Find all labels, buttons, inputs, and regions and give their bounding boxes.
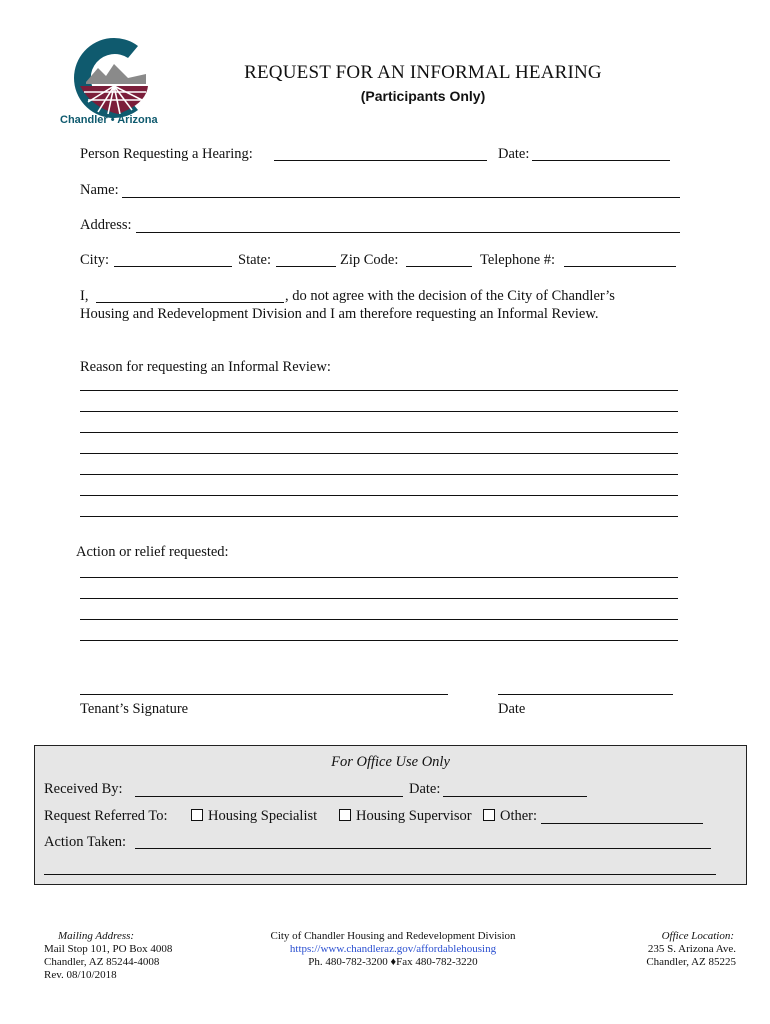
person-field[interactable] [274, 160, 487, 161]
date-label: Date: [498, 146, 530, 162]
signature-field[interactable] [80, 694, 448, 695]
option-housing-supervisor[interactable] [339, 807, 472, 825]
action-line[interactable] [80, 598, 678, 599]
option-label: Housing Specialist [208, 808, 318, 824]
zip-label: Zip Code: [340, 252, 399, 268]
revision-date: Rev. 08/10/2018 [44, 969, 117, 981]
office-location [646, 930, 736, 969]
action-label: Action or relief requested: [76, 544, 229, 560]
form-title: REQUEST FOR AN INFORMAL HEARING [244, 62, 602, 83]
office-date-field[interactable] [443, 796, 587, 797]
logo-text: Chandler • Arizona [60, 114, 158, 126]
name-label: Name: [80, 182, 119, 198]
state-field[interactable] [276, 266, 336, 267]
referred-to-label: Request Referred To: [44, 808, 168, 824]
office-location-line1: 235 S. Arizona Ave. [647, 943, 736, 955]
reason-line[interactable] [80, 516, 678, 517]
mailing-line2: Chandler, AZ 85244-4008 [44, 956, 160, 968]
option-label: Housing Supervisor [356, 808, 472, 824]
option-label: Other: [500, 808, 538, 824]
reason-line[interactable] [80, 495, 678, 496]
statement-line2: Housing and Redevelopment Division and I am therefore requesting an Informal Review. [80, 306, 599, 322]
person-label: Person Requesting a Hearing: [80, 146, 253, 162]
statement-name-field[interactable] [96, 302, 284, 303]
name-field[interactable] [122, 197, 680, 198]
address-field[interactable] [136, 232, 680, 233]
reason-line[interactable] [80, 453, 678, 454]
telephone-label: Telephone #: [480, 252, 556, 268]
office-location-heading: Office Location: [661, 930, 734, 942]
action-line[interactable] [80, 619, 678, 620]
office-use-box [34, 745, 747, 885]
action-taken-field[interactable] [135, 848, 711, 849]
reason-line[interactable] [80, 432, 678, 433]
division-name: City of Chandler Housing and Redevelopment Division [270, 930, 516, 942]
checkbox[interactable] [483, 809, 495, 821]
reason-line[interactable] [80, 474, 678, 475]
action-taken-label: Action Taken: [44, 834, 127, 850]
address-label: Address: [80, 217, 132, 233]
reason-line[interactable] [80, 390, 678, 391]
action-line[interactable] [80, 640, 678, 641]
option-housing-specialist[interactable] [191, 807, 317, 825]
signature-date-field[interactable] [498, 694, 673, 695]
checkbox[interactable] [339, 809, 351, 821]
statement-text: , do not agree with the decision of the City of Chandler’s [285, 288, 615, 304]
state-label: State: [238, 252, 272, 268]
form-subtitle: (Participants Only) [360, 88, 486, 104]
mailing-heading: Mailing Address: [58, 930, 135, 942]
office-location-line2: Chandler, AZ 85225 [646, 956, 736, 968]
reason-line[interactable] [80, 411, 678, 412]
checkbox[interactable] [191, 809, 203, 821]
signature-date-label: Date [498, 701, 526, 717]
statement-i: I, [80, 288, 89, 304]
office-date-label: Date: [409, 781, 441, 797]
division-phone: Ph. 480-782-3200 ♦Fax 480-782-3220 [308, 956, 478, 968]
zip-field[interactable] [406, 266, 472, 267]
date-field[interactable] [532, 160, 670, 161]
city-field[interactable] [114, 266, 232, 267]
action-taken-line[interactable] [44, 874, 716, 875]
mailing-line1: Mail Stop 101, PO Box 4008 [44, 943, 173, 955]
city-label: City: [80, 252, 110, 268]
division-url-link[interactable]: https://www.chandleraz.gov/affordablehousing [289, 943, 497, 955]
received-by-field[interactable] [135, 796, 403, 797]
office-heading: For Office Use Only [331, 754, 450, 770]
signature-label: Tenant’s Signature [80, 701, 189, 717]
reason-label: Reason for requesting an Informal Review: [80, 359, 331, 375]
other-field[interactable] [541, 823, 703, 824]
received-by-label: Received By: [44, 781, 123, 797]
action-line[interactable] [80, 577, 678, 578]
telephone-field[interactable] [564, 266, 676, 267]
option-other[interactable] [483, 807, 537, 825]
